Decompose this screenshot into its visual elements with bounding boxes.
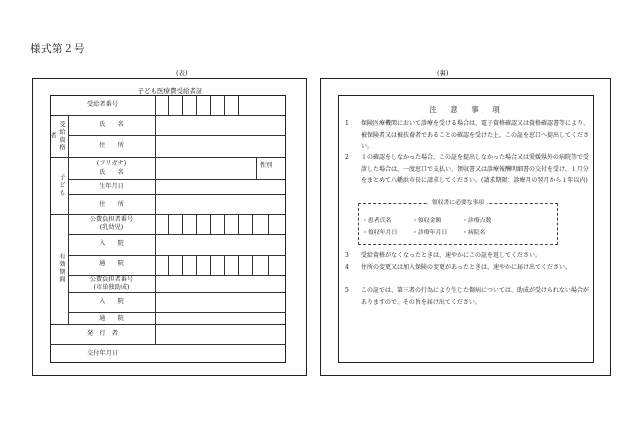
issue-date-label: 交付年月日 [87, 350, 118, 357]
inpatient2-label: 入 院 [99, 298, 124, 305]
child-address-label: 住 所 [99, 201, 124, 208]
eligible-name-label: 氏 名 [99, 121, 124, 128]
back-side-label: (裏) [437, 69, 449, 77]
receipt-item-treatment-date: ・診療年月日 [412, 230, 448, 236]
note-5 [345, 285, 590, 308]
eligible-address-label: 住 所 [99, 142, 124, 149]
validity-section-label: 有効期間 [58, 252, 65, 284]
note-3 [345, 250, 590, 262]
issuer-label: 発 行 者 [87, 330, 118, 337]
note-3-text: 受給資格がなくなったときは、速やかにこの証を返してください。 [361, 252, 542, 259]
note-3-number: 3 [345, 252, 349, 259]
eligible-section-label: 受給資格者 [49, 120, 65, 152]
front-title: 子ども医療費受給者証 [137, 87, 203, 95]
furigana-label: (フリガナ) [96, 160, 127, 167]
receipt-box-title: 領収書に必要な事項 [358, 201, 558, 207]
outpatient-label: 通 院 [99, 260, 124, 267]
note-1-number: 1 [345, 120, 349, 127]
front-side-label: (表) [176, 69, 188, 77]
note-5-text: この証では、第三者の行為により生じた傷病については、助成が受けられない場合がありますので、その旨を届け出てください。 [361, 287, 589, 306]
notes-title: 注 意 事 項 [429, 105, 503, 114]
note-1-text: 保険医療機関において診療を受ける場合は、電子資格確認又は資格確認書等により、被保険者又は被扶養者であることの確認を受けた上、この証を窓口へ提出してください。 [361, 120, 590, 150]
note-5-number: 5 [345, 287, 349, 294]
note-2-text: １の確認をしなかった場合、この証を提出しなかった場合又は愛媛県外の病院等で受診した場合は、一度窓口で支払い、領収書又は診療報酬明細書の交付を受け、１月分をまとめて八幡浜市長に請求してください。(請求期限：診療月の翌月から１年以内) [361, 154, 590, 184]
outpatient2-label: 通 院 [99, 315, 124, 322]
note-4-number: 4 [345, 264, 349, 271]
payer-number-city-label: 公費負担者番号 [89, 276, 134, 283]
note-4 [345, 262, 590, 285]
receipt-item-patient-name: ・患者氏名 [362, 218, 392, 224]
note-1 [345, 118, 590, 152]
child-name-label: 氏 名 [99, 169, 124, 176]
birthdate-label: 生年月日 [99, 183, 124, 190]
form-number: 様式第２号 [30, 43, 85, 55]
payer-number-infant-label: 公費負担者番号 [89, 216, 134, 223]
payer-city-sub-label: (市単独助成) [93, 284, 130, 291]
gender-label: 性別 [259, 162, 273, 169]
note-2 [345, 152, 590, 198]
child-section-label: 子ども [58, 174, 65, 198]
note-4-text: 住所の変更又は加入保険の変更があったときは、速やかに届け出てください。 [361, 264, 571, 271]
receipt-item-receipt-date: ・領収年月日 [362, 230, 398, 236]
note-2-number: 2 [345, 154, 349, 161]
inpatient-label: 入 院 [99, 240, 124, 247]
receipt-item-points: ・診療点数 [462, 218, 492, 224]
payer-infant-sub-label: (乳幼児) [99, 224, 124, 231]
receipt-item-hospital: ・病院名 [462, 230, 486, 236]
recipient-number-label: 受給者番号 [87, 101, 118, 108]
receipt-item-amount: ・領収金額 [412, 218, 442, 224]
